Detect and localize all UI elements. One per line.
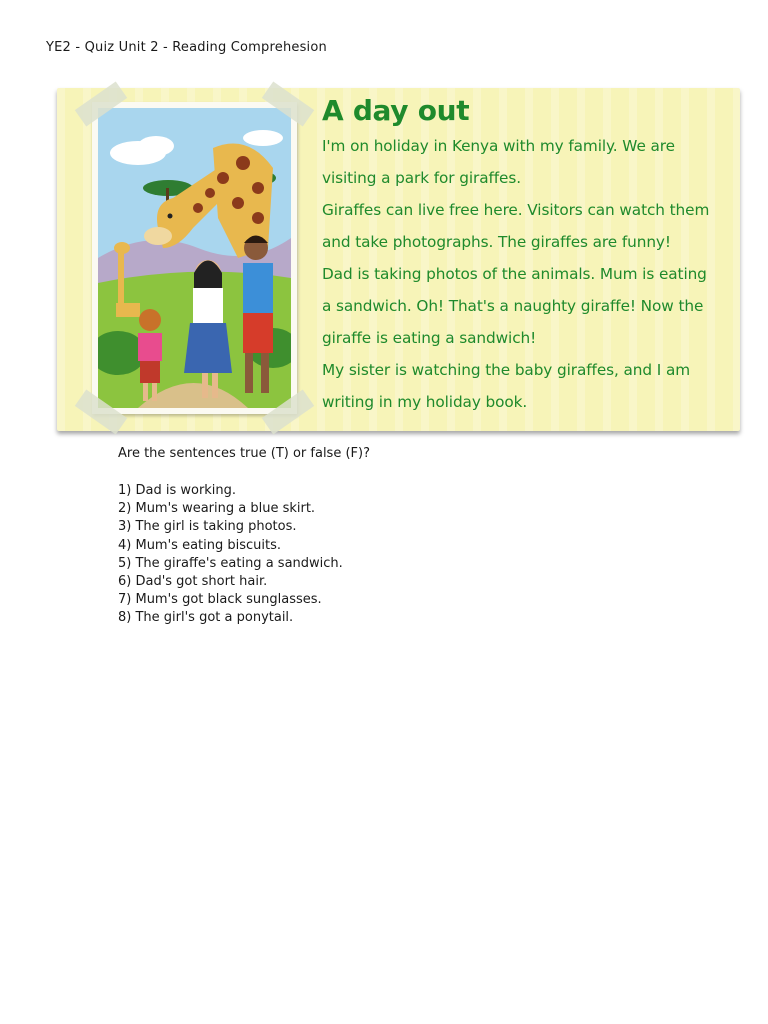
story-line: a sandwich. Oh! That's a naughty giraffe! Now the	[322, 297, 704, 315]
story-line: My sister is watching the baby giraffes, and I am	[322, 361, 691, 379]
document-title: YE2 - Quiz Unit 2 - Reading Comprehesion	[46, 40, 327, 55]
story-line: and take photographs. The giraffes are funny!	[322, 233, 671, 251]
question-item: 4) Mum's eating biscuits.	[118, 537, 282, 553]
question-item: 6) Dad's got short hair.	[118, 574, 268, 590]
question-list	[118, 482, 343, 628]
question-item: 1) Dad is working.	[118, 483, 237, 498]
story-line: I'm on holiday in Kenya with my family. We are	[322, 137, 675, 155]
story-line: Giraffes can live free here. Visitors can watch them	[322, 201, 710, 219]
reading-passage-card	[57, 88, 740, 431]
quiz-instructions: Are the sentences true (T) or false (F)?	[118, 446, 370, 461]
giraffe-park-illustration	[98, 108, 291, 408]
question-item: 2) Mum's wearing a blue skirt.	[118, 501, 316, 517]
question-item: 8) The girl's got a ponytail.	[118, 610, 294, 626]
story-line: giraffe is eating a sandwich!	[322, 329, 537, 347]
story-line: writing in my holiday book.	[322, 393, 528, 411]
story-line: visiting a park for giraffes.	[322, 169, 521, 187]
story-title: A day out	[322, 94, 470, 127]
question-item: 3) The girl is taking photos.	[118, 519, 297, 535]
question-item: 7) Mum's got black sunglasses.	[118, 592, 322, 608]
illustration-photo	[92, 102, 297, 414]
story-line: Dad is taking photos of the animals. Mum is eating	[322, 265, 707, 283]
question-item: 5) The giraffe's eating a sandwich.	[118, 555, 343, 571]
